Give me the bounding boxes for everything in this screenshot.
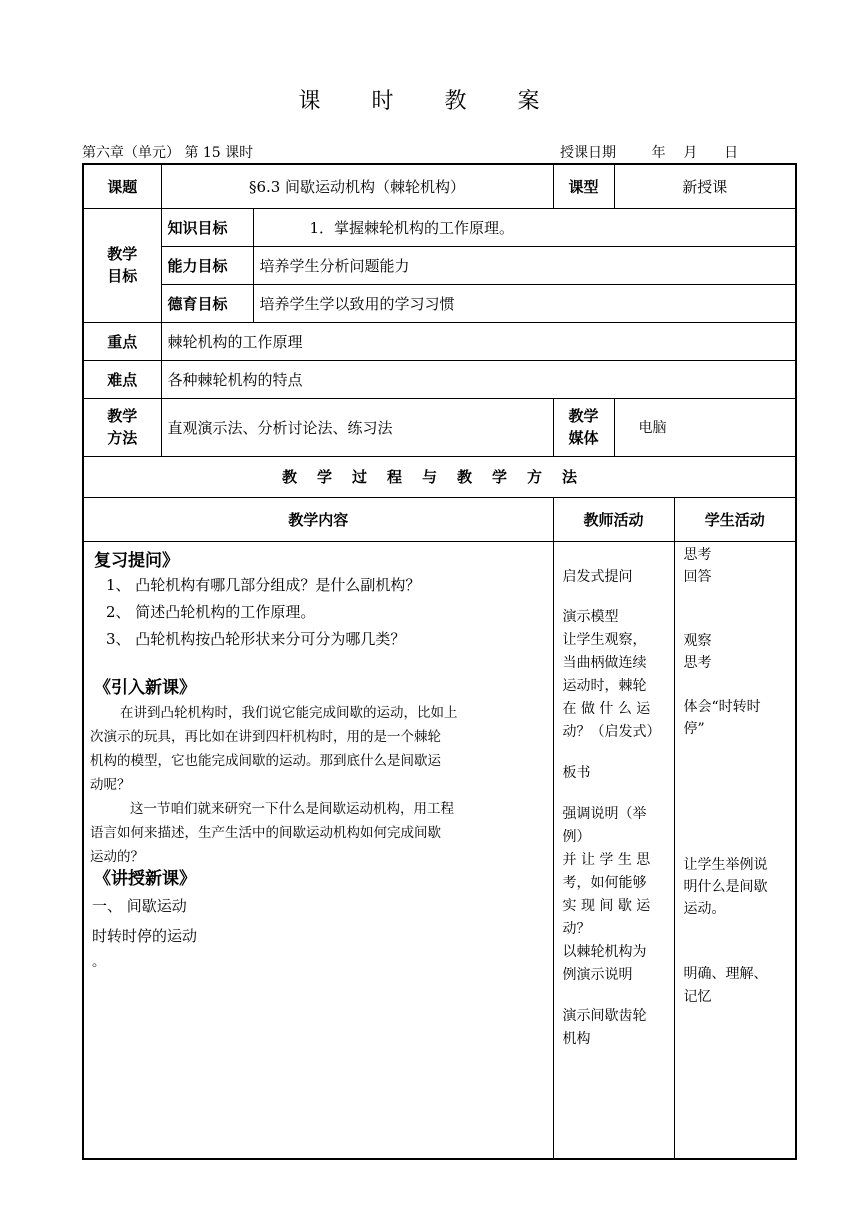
key-point-label: 重点 bbox=[83, 322, 161, 360]
student-line: 明确、理解、 bbox=[683, 965, 768, 982]
difficulty-value: 各种棘轮机构的特点 bbox=[161, 360, 796, 398]
intro-line-7: 运动的？ bbox=[90, 848, 144, 865]
teacher-line: 强调说明（举 bbox=[562, 805, 647, 822]
student-line: 明什么是间歇 bbox=[683, 878, 768, 895]
section-1-heading: 一、 间歇运动 bbox=[92, 896, 187, 915]
page-title: 课 时 教 案 bbox=[298, 89, 562, 114]
key-point-value: 棘轮机构的工作原理 bbox=[161, 322, 796, 360]
intro-line-3: 机构的模型，它也能完成间歇的运动。那到底什么是间歇运 bbox=[90, 752, 441, 769]
teacher-line: 演示间歇齿轮 bbox=[562, 1007, 647, 1024]
student-line: 观察 bbox=[683, 632, 712, 649]
teacher-line: 例演示说明 bbox=[562, 966, 633, 983]
teach-heading: 《讲授新课》 bbox=[94, 868, 196, 889]
method-label bbox=[83, 398, 161, 456]
topic-value: §6.3 间歇运动机构（棘轮机构） bbox=[161, 164, 553, 208]
col-student-header: 学生活动 bbox=[674, 497, 796, 541]
student-cell bbox=[674, 541, 796, 1159]
teacher-line: 让学生观察， bbox=[562, 631, 647, 648]
process-band: 教学过程与教学方法 bbox=[83, 456, 796, 497]
teacher-line: 实 现 间 歇 运 bbox=[562, 897, 651, 914]
objectives-label bbox=[83, 208, 161, 322]
media-label bbox=[553, 398, 614, 456]
teacher-line: 并 让 学 生 思 bbox=[562, 851, 651, 868]
col-teacher-header: 教师活动 bbox=[553, 497, 674, 541]
method-label-text: 教学方法 bbox=[107, 407, 138, 447]
student-line: 记忆 bbox=[683, 988, 712, 1005]
chapter-period: 第六章（单元） 第 15 课时 bbox=[82, 145, 254, 161]
media-label-text: 教学媒体 bbox=[568, 407, 599, 447]
teacher-line: 动？（启发式） bbox=[562, 723, 661, 740]
intro-line-6: 语言如何来描述，生产生活中的间歇运动机构如何完成间歇 bbox=[90, 824, 441, 841]
teacher-line: 在 做 什 么 运 bbox=[562, 700, 651, 717]
media-value: 电脑 bbox=[614, 398, 796, 456]
teacher-cell bbox=[553, 541, 674, 1159]
teacher-line: 当曲柄做连续 bbox=[562, 654, 647, 671]
lesson-plan-table bbox=[82, 163, 797, 1160]
student-line: 回答 bbox=[683, 568, 712, 585]
teacher-line: 动？ bbox=[562, 920, 591, 937]
intro-line-1: 在讲到凸轮机构时，我们说它能完成间歇的运动，比如上 bbox=[120, 704, 458, 721]
type-label: 课型 bbox=[553, 164, 614, 208]
method-value: 直观演示法、分析讨论法、练习法 bbox=[161, 398, 553, 456]
review-question-3: 3、 凸轮机构按凸轮形状来分可分为哪几类？ bbox=[106, 629, 406, 648]
student-line: 体会“时转时 bbox=[683, 698, 761, 715]
student-line: 运动。 bbox=[683, 900, 726, 917]
objectives-label-text: 教学目标 bbox=[107, 245, 138, 285]
definition-text: 时转时停的运动 bbox=[92, 926, 198, 945]
moral-label: 德育目标 bbox=[161, 284, 253, 322]
student-line: 思考 bbox=[683, 654, 712, 671]
teacher-line: 运动时，棘轮 bbox=[562, 677, 647, 694]
trailing-dot: 。 bbox=[92, 953, 106, 970]
teacher-line: 以棘轮机构为 bbox=[562, 943, 647, 960]
teacher-line: 例） bbox=[562, 828, 591, 845]
intro-line-5: 这一节咱们就来研究一下什么是间歇运动机构，用工程 bbox=[130, 800, 454, 817]
ability-label: 能力目标 bbox=[161, 246, 253, 284]
teacher-line: 启发式提问 bbox=[562, 568, 633, 585]
type-value: 新授课 bbox=[614, 164, 796, 208]
teacher-line: 演示模型 bbox=[562, 608, 619, 625]
knowledge-value: 1．掌握棘轮机构的工作原理。 bbox=[253, 208, 796, 246]
header-meta bbox=[82, 142, 794, 162]
intro-heading: 《引入新课》 bbox=[94, 677, 196, 698]
student-line: 让学生举例说 bbox=[683, 856, 768, 873]
teacher-line: 板书 bbox=[562, 764, 591, 781]
review-heading: 复习提问》 bbox=[94, 550, 179, 571]
knowledge-label: 知识目标 bbox=[161, 208, 253, 246]
difficulty-label: 难点 bbox=[83, 360, 161, 398]
intro-line-2: 次演示的玩具，再比如在讲到四杆机构时，用的是一个棘轮 bbox=[90, 728, 441, 745]
ability-value: 培养学生分析问题能力 bbox=[253, 246, 796, 284]
moral-value: 培养学生学以致用的学习习惯 bbox=[253, 284, 796, 322]
review-question-1: 1、 凸轮机构有哪几部分组成？是什么副机构？ bbox=[106, 575, 421, 594]
teacher-line: 机构 bbox=[562, 1030, 591, 1047]
content-cell bbox=[83, 541, 553, 1159]
student-line: 思考 bbox=[683, 546, 712, 563]
topic-label: 课题 bbox=[83, 164, 161, 208]
student-line: 停” bbox=[683, 720, 705, 737]
review-question-2: 2、 简述凸轮机构的工作原理。 bbox=[106, 602, 316, 621]
teacher-line: 考，如何能够 bbox=[562, 874, 647, 891]
intro-line-4: 动呢？ bbox=[90, 776, 131, 793]
col-content-header: 教学内容 bbox=[83, 497, 553, 541]
lesson-date: 授课日期 年 月 日 bbox=[560, 145, 739, 161]
